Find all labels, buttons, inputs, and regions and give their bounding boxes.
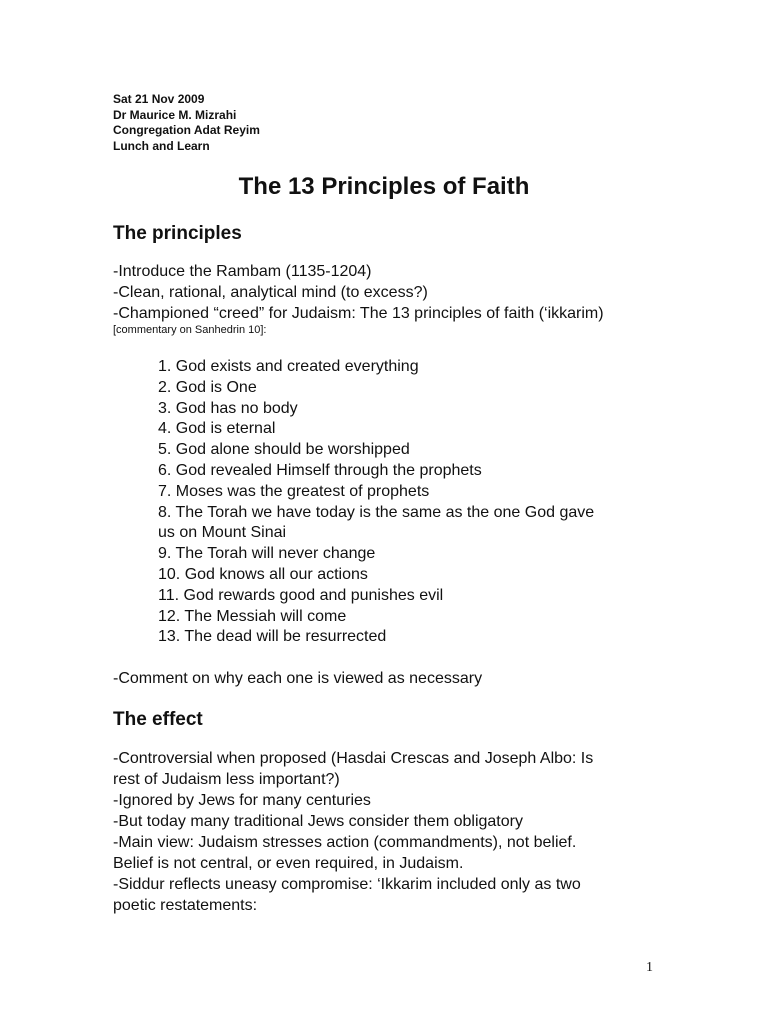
comment-line: -Comment on why each one is viewed as necessary (113, 670, 483, 687)
principle-item: 5. God alone should be worshipped (158, 441, 410, 459)
principle-item: 12. The Messiah will come (158, 607, 347, 625)
effect-line: -But today many traditional Jews consider them obligatory (113, 813, 523, 830)
effect-line: -Controversial when proposed (Hasdai Crescas and Joseph Albo: Is (113, 750, 594, 767)
intro-line: -Championed “creed” for Judaism: The 13 principles of faith (‘ikkarim) (113, 305, 604, 322)
principle-item: 8. The Torah we have today is the same as the one God gave (158, 503, 595, 521)
principle-item: 7. Moses was the greatest of prophets (158, 482, 430, 500)
principle-item: 10. God knows all our actions (158, 565, 368, 583)
principle-item: 4. God is eternal (158, 420, 276, 438)
page-title: The 13 Principles of Faith (238, 173, 530, 200)
header-author: Dr Maurice M. Mizrahi (113, 107, 237, 122)
page-number: 1 (646, 960, 653, 975)
principle-item: 6. God revealed Himself through the prophets (158, 461, 482, 479)
intro-line: -Introduce the Rambam (1135-1204) (113, 263, 372, 280)
effect-line: poetic restatements: (113, 897, 258, 914)
principle-item: 13. The dead will be resurrected (158, 628, 387, 646)
header-date: Sat 21 Nov 2009 (113, 92, 205, 106)
principle-item: 3. God has no body (158, 399, 298, 417)
principle-item: 1. God exists and created everything (158, 358, 419, 375)
principle-item: 9. The Torah will never change (158, 545, 376, 563)
principles-list (158, 357, 594, 648)
effect-line: Belief is not central, or even required, in Judaism. (113, 855, 464, 872)
document-header (113, 92, 260, 154)
principle-item-continuation: us on Mount Sinai (158, 524, 287, 542)
section-heading-principles: The principles (113, 223, 242, 244)
effect-line: rest of Judaism less important?) (113, 771, 340, 788)
principle-item: 2. God is One (158, 378, 257, 396)
effect-line: -Main view: Judaism stresses action (commandments), not belief. (113, 834, 577, 851)
source-note: [commentary on Sanhedrin 10]: (113, 324, 267, 336)
header-event: Lunch and Learn (113, 138, 210, 153)
section-heading-effect: The effect (113, 709, 203, 730)
intro-line: -Clean, rational, analytical mind (to excess?) (113, 284, 428, 301)
effect-line: -Ignored by Jews for many centuries (113, 792, 371, 809)
header-congregation: Congregation Adat Reyim (113, 123, 260, 137)
principle-item: 11. God rewards good and punishes evil (158, 586, 444, 604)
effect-line: -Siddur reflects uneasy compromise: ‘Ikkarim included only as two (113, 876, 581, 893)
